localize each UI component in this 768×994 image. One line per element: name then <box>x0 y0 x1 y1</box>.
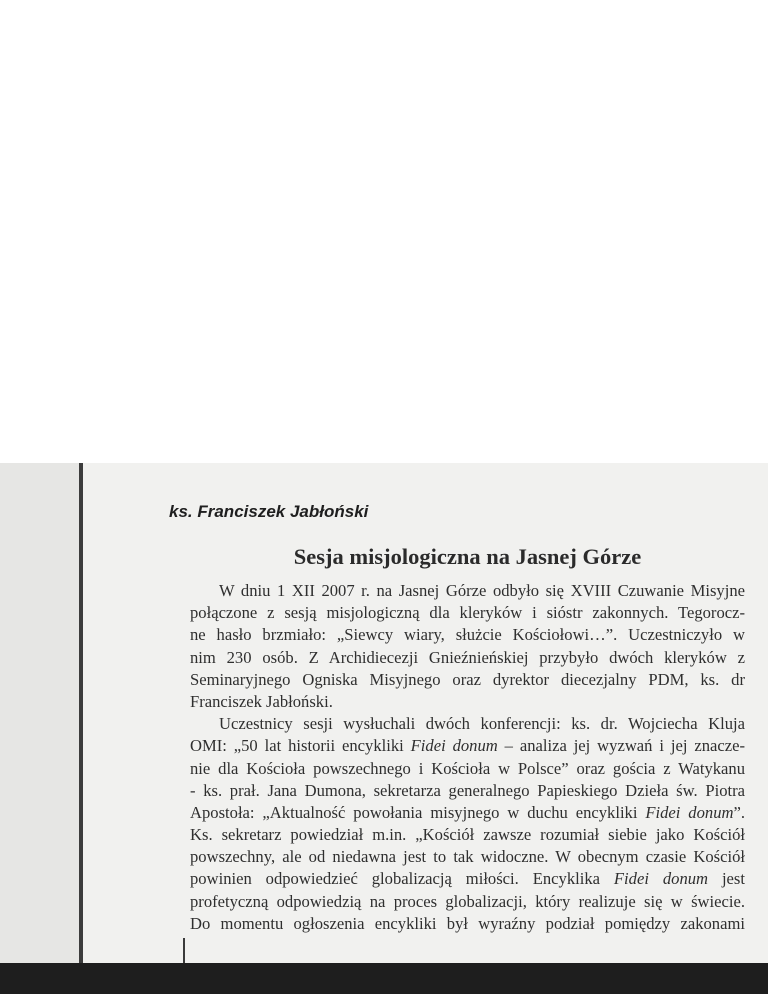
article-body <box>190 580 745 935</box>
body-line: powszechny, ale od niedawna jest to tak widoczne. W obecnym czasie Kościół <box>190 847 745 867</box>
article-author: ks. Franciszek Jabłoński <box>169 502 369 521</box>
body-line: ne hasło brzmiało: „Siewcy wiary, służcie Kościołowi…”. Uczestniczyło w <box>190 625 745 645</box>
page-gutter-mark <box>183 938 185 963</box>
scan-bottom-edge <box>0 963 768 994</box>
body-line: Do momentu ogłoszenia encykliki był wyraźny podział pomiędzy zakonami <box>190 913 745 933</box>
page-edge-rule <box>79 463 83 963</box>
page-margin-strip <box>0 463 82 963</box>
body-line: Uczestnicy sesji wysłuchali dwóch konferencji: ks. dr. Wojciecha Kluja <box>219 714 745 734</box>
body-line: Seminaryjnego Ogniska Misyjnego oraz dyrektor diecezjalny PDM, ks. dr <box>190 669 745 689</box>
body-line: - ks. prał. Jana Dumona, sekretarza generalnego Papieskiego Dzieła św. Piotra <box>190 780 745 800</box>
body-line: powinien odpowiedzieć globalizacją miłości. Encyklika Fidei donum jest <box>190 869 745 889</box>
body-line: nim 230 osób. Z Archidiecezji Gnieźnieńskiej przybyło dwóch kleryków z <box>190 647 745 667</box>
body-line: OMI: „50 lat historii encykliki Fidei donum – analiza jej wyzwań i jej znacze- <box>190 736 745 756</box>
article-title: Sesja misjologiczna na Jasnej Górze <box>293 544 642 569</box>
blank-upper-area <box>0 0 768 463</box>
body-line: profetyczną odpowiedzią na proces globalizacji, który realizuje się w świecie. <box>190 891 745 911</box>
body-line: Franciszek Jabłoński. <box>190 691 333 711</box>
body-line: nie dla Kościoła powszechnego i Kościoła w Polsce” oraz gościa z Watykanu <box>190 758 745 778</box>
body-line: W dniu 1 XII 2007 r. na Jasnej Górze odbyło się XVIII Czuwanie Misyjne <box>219 581 745 600</box>
body-line: połączone z sesją misjologiczną dla kleryków i sióstr zakonnych. Tegorocz- <box>190 603 745 623</box>
body-line: Apostoła: „Aktualność powołania misyjnego w duchu encykliki Fidei donum”. <box>190 802 745 822</box>
body-line: Ks. sekretarz powiedział m.in. „Kościół zawsze rozumiał siebie jako Kościół <box>190 825 745 845</box>
